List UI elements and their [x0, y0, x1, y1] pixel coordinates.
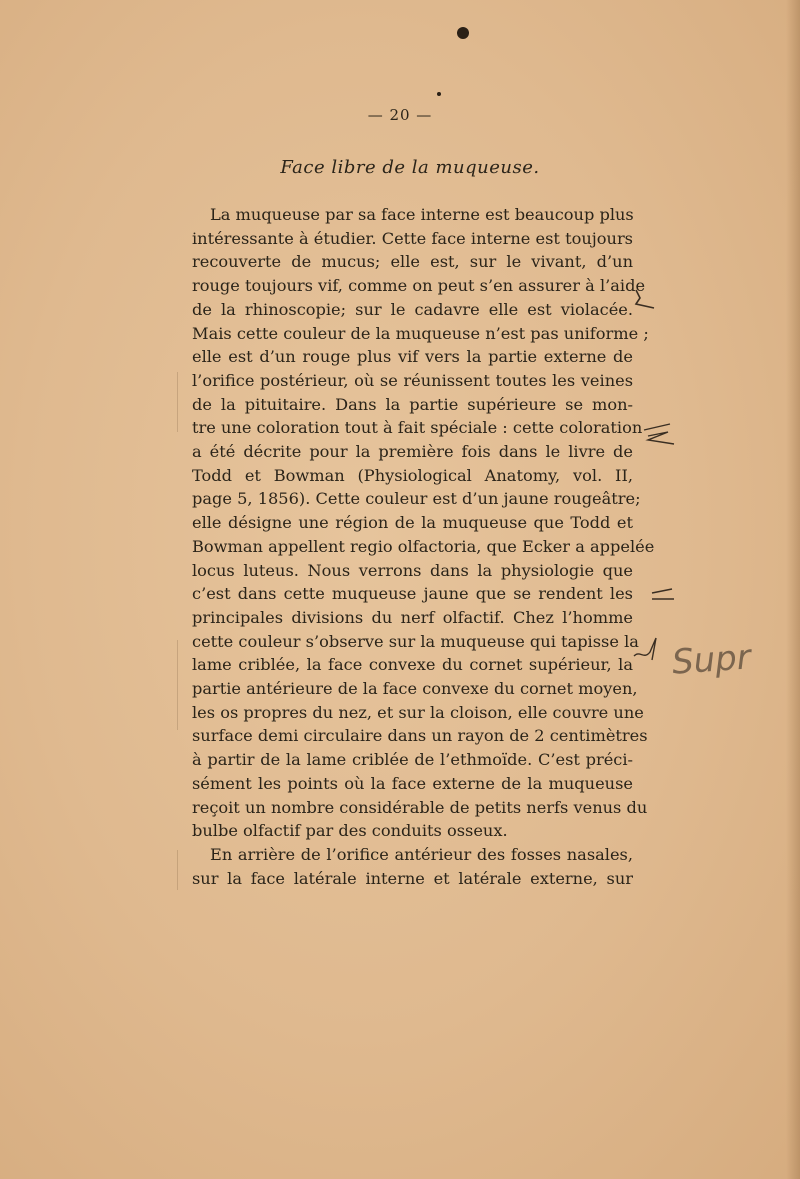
margin-rule [177, 372, 178, 432]
text-line: cette couleur s’observe sur la muqueuse qui tapisse la [192, 631, 639, 651]
text-line: rouge toujours vif, comme on peut s’en assurer à l’aide [192, 276, 646, 296]
text-line: locus luteus. Nous verrons dans la physiologie que [192, 560, 633, 580]
text-line: Mais cette couleur de la muqueuse n’est pas uniforme ; [192, 323, 649, 343]
text-line: La muqueuse par sa face interne est beaucoup plus [210, 205, 634, 224]
text-line: recouverte de mucus; elle est, sur le vivant, d’un [192, 252, 633, 272]
text-line: elle désigne une région de la muqueuse que Todd et [192, 513, 633, 533]
text-line: elle est d’un rouge plus vif vers la partie externe de [192, 347, 633, 367]
section-title: Face libre de la muqueuse. [280, 157, 540, 178]
text-line: bulbe olfactif par des conduits osseux. [192, 821, 508, 841]
text-line: page 5, 1856). Cette couleur est d’un jaune rougeâtre; [192, 489, 641, 509]
text-line: En arrière de l’orifice antérieur des fosses nasales, [210, 844, 633, 864]
pencil-correction-mark [648, 585, 678, 605]
text-line: surface demi circulaire dans un rayon de 2 centimètres [192, 726, 648, 746]
pencil-correction-mark [630, 286, 660, 326]
text-line: a été décrite pour la première fois dans le livre de [192, 442, 633, 462]
text-line: de la rhinoscopie; sur le cadavre elle est violacée. [192, 299, 633, 319]
text-line: Todd et Bowman (Physiological Anatomy, vol. II, [192, 465, 633, 485]
text-line: tre une coloration tout à fait spéciale : cette coloration [192, 418, 643, 438]
text-line: l’orifice postérieur, où se réunissent toutes les veines [192, 370, 633, 390]
pencil-correction-mark [630, 630, 670, 670]
text-line: lame criblée, la face convexe du cornet supérieur, la [192, 655, 633, 675]
text-line: à partir de la lame criblée de l’ethmoïde. C’est préci- [192, 750, 633, 770]
margin-handwritten-note: Supr [670, 637, 753, 683]
text-line: sur la face latérale interne et latérale externe, sur [192, 868, 633, 888]
text-line: les os propres du nez, et sur la cloison, elle couvre une [192, 702, 644, 722]
text-line: sément les points où la face externe de la muqueuse [192, 773, 633, 793]
body-text [192, 203, 655, 890]
text-line: principales divisions du nerf olfactif. Chez l’homme [192, 607, 633, 627]
ink-dot [437, 92, 441, 96]
text-line: intéressante à étudier. Cette face interne est toujours [192, 228, 633, 248]
text-line: c’est dans cette muqueuse jaune que se rendent les [192, 584, 633, 604]
pencil-correction-mark [640, 420, 680, 450]
margin-rule [177, 850, 178, 890]
text-line: reçoit un nombre considérable de petits nerfs venus du [192, 797, 648, 817]
text-line: de la pituitaire. Dans la partie supérieure se mon- [192, 394, 633, 414]
page-number: — 20 — [367, 106, 433, 124]
text-line: Bowman appellent regio olfactoria, que Ecker a appelée [192, 536, 655, 556]
text-line: partie antérieure de la face convexe du cornet moyen, [192, 679, 638, 699]
margin-rule [177, 640, 178, 730]
ink-blot [457, 27, 469, 39]
